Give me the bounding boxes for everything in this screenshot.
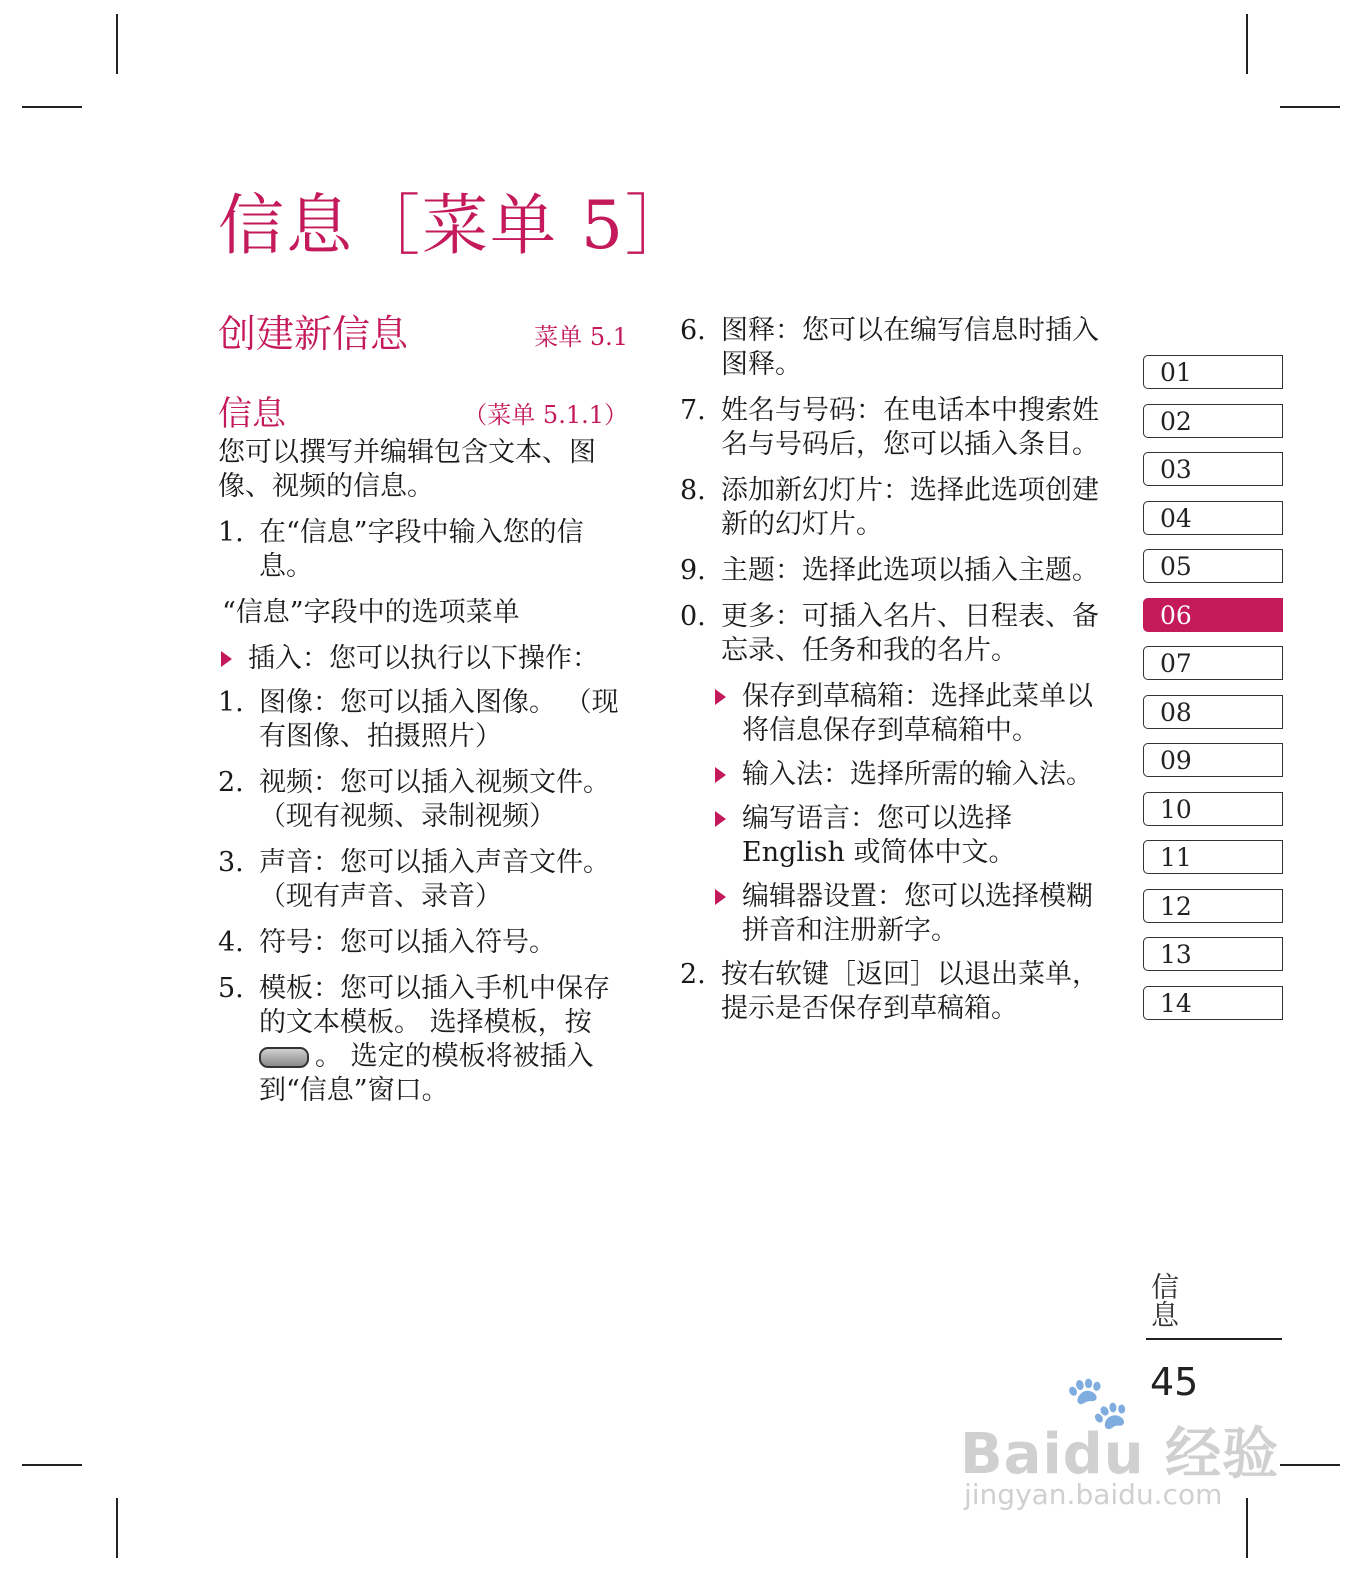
- triangle-bullet-icon: [715, 689, 726, 705]
- list-item: [680, 314, 1110, 382]
- right-column: [680, 314, 1110, 1038]
- item-text: 更多：可插入名片、日程表、备忘录、任务和我的名片。: [721, 601, 1099, 666]
- chapter-tab[interactable]: 09: [1143, 743, 1283, 777]
- bullet-item: [712, 680, 1110, 748]
- crop-mark: [22, 106, 82, 108]
- item-text: 图释：您可以在编写信息时插入图释。: [721, 315, 1099, 380]
- item-number: 1.: [218, 687, 244, 718]
- list-item: [680, 600, 1110, 668]
- item-text: 符号：您可以插入符号。: [259, 927, 556, 958]
- item-text: 按右软键［返回］以退出菜单，提示是否保存到草稿箱。: [721, 959, 1099, 1024]
- watermark: [960, 1373, 1280, 1520]
- item-number: 5.: [218, 973, 244, 1004]
- item-text: 姓名与号码：在电话本中搜索姓名与号码后，您可以插入条目。: [721, 395, 1099, 460]
- item-text: 图像：您可以插入图像。 （现有图像、拍摄照片）: [259, 687, 619, 752]
- chapter-tab[interactable]: 02: [1143, 404, 1283, 438]
- crop-mark: [1246, 14, 1248, 74]
- chapter-tab[interactable]: 01: [1143, 355, 1283, 389]
- sub-bullet-list: [712, 680, 1110, 948]
- intro-paragraph: 您可以撰写并编辑包含文本、图像、视频的信息。: [218, 437, 596, 502]
- list-item: [680, 394, 1110, 462]
- divider: [1146, 1338, 1282, 1340]
- list-item: [680, 958, 1110, 1026]
- item-number: 3.: [218, 847, 244, 878]
- soft-key-icon: [259, 1047, 309, 1068]
- chapter-tabs: [1143, 355, 1283, 1034]
- bullet-item: [218, 642, 628, 676]
- chapter-tab[interactable]: 03: [1143, 452, 1283, 486]
- item-number: 2.: [680, 959, 706, 990]
- chapter-tab[interactable]: 12: [1143, 889, 1283, 923]
- side-section-label: 信息: [1147, 1272, 1180, 1328]
- section-title: 创建新信息: [218, 312, 409, 356]
- item-text-continued: 。 选定的模板将被插入到“信息”窗口。: [259, 1041, 594, 1106]
- triangle-bullet-icon: [715, 889, 726, 905]
- bullet-text: 编写语言：您可以选择 English 或简体中文。: [742, 803, 1016, 868]
- chapter-tab[interactable]: 05: [1143, 549, 1283, 583]
- item-number: 0.: [680, 601, 706, 632]
- subsection-title: 信息: [218, 394, 286, 434]
- bullet-item: [712, 802, 1110, 870]
- page-title: 信息［菜单 5］: [218, 187, 693, 264]
- step-item: [218, 516, 628, 584]
- step-number: 1.: [218, 517, 244, 548]
- subsection-header: [218, 392, 628, 436]
- bullet-text: 保存到草稿箱：选择此菜单以将信息保存到草稿箱中。: [742, 681, 1093, 746]
- item-number: 4.: [218, 927, 244, 958]
- chapter-tab[interactable]: 07: [1143, 646, 1283, 680]
- triangle-bullet-icon: [221, 651, 232, 667]
- crop-mark: [116, 1498, 118, 1558]
- list-item: [218, 926, 628, 960]
- chapter-tab-active[interactable]: 06: [1143, 598, 1283, 632]
- crop-mark: [1280, 1464, 1340, 1466]
- bullet-text: 编辑器设置：您可以选择模糊拼音和注册新字。: [742, 881, 1093, 946]
- paw-logo-icon: 🐾: [1065, 1373, 1130, 1433]
- item-number: 8.: [680, 475, 706, 506]
- chapter-tab[interactable]: 13: [1143, 937, 1283, 971]
- list-item: [218, 846, 628, 914]
- subsection-menu-ref: （菜单 5.1.1）: [463, 401, 628, 429]
- bullet-text: 插入：您可以执行以下操作：: [248, 643, 599, 674]
- list-item: [680, 474, 1110, 542]
- page-number: 45: [1150, 1360, 1199, 1404]
- list-item: [218, 686, 628, 754]
- chapter-tab[interactable]: 04: [1143, 501, 1283, 535]
- chapter-tab[interactable]: 14: [1143, 986, 1283, 1020]
- list-item: [218, 766, 628, 834]
- triangle-bullet-icon: [715, 767, 726, 783]
- options-heading: “信息”字段中的选项菜单: [222, 597, 520, 628]
- bullet-text: 输入法：选择所需的输入法。: [742, 759, 1093, 790]
- watermark-url: jingyan.baidu.com: [964, 1478, 1223, 1511]
- item-number: 2.: [218, 767, 244, 798]
- crop-mark: [116, 14, 118, 74]
- item-text: 声音：您可以插入声音文件。（现有声音、录音）: [259, 847, 610, 912]
- crop-mark: [22, 1464, 82, 1466]
- watermark-brand: Baidu 经验: [960, 1422, 1280, 1487]
- list-item: [680, 554, 1110, 588]
- list-item: [218, 972, 628, 1108]
- item-number: 6.: [680, 315, 706, 346]
- chapter-tab[interactable]: 08: [1143, 695, 1283, 729]
- item-text: 添加新幻灯片：选择此选项创建新的幻灯片。: [721, 475, 1099, 540]
- section-header: [218, 310, 628, 360]
- section-menu-ref: 菜单 5.1: [534, 323, 628, 351]
- step-text: 在“信息”字段中输入您的信息。: [259, 517, 584, 582]
- left-column: [218, 310, 628, 1120]
- bullet-item: [712, 880, 1110, 948]
- crop-mark: [1280, 106, 1340, 108]
- item-text: 主题：选择此选项以插入主题。: [721, 555, 1099, 586]
- chapter-tab[interactable]: 11: [1143, 840, 1283, 874]
- item-number: 9.: [680, 555, 706, 586]
- bullet-item: [712, 758, 1110, 792]
- triangle-bullet-icon: [715, 811, 726, 827]
- chapter-tab[interactable]: 10: [1143, 792, 1283, 826]
- item-text: 视频：您可以插入视频文件。（现有视频、录制视频）: [259, 767, 610, 832]
- item-text: 模板：您可以插入手机中保存的文本模板。 选择模板，按: [259, 973, 610, 1038]
- item-number: 7.: [680, 395, 706, 426]
